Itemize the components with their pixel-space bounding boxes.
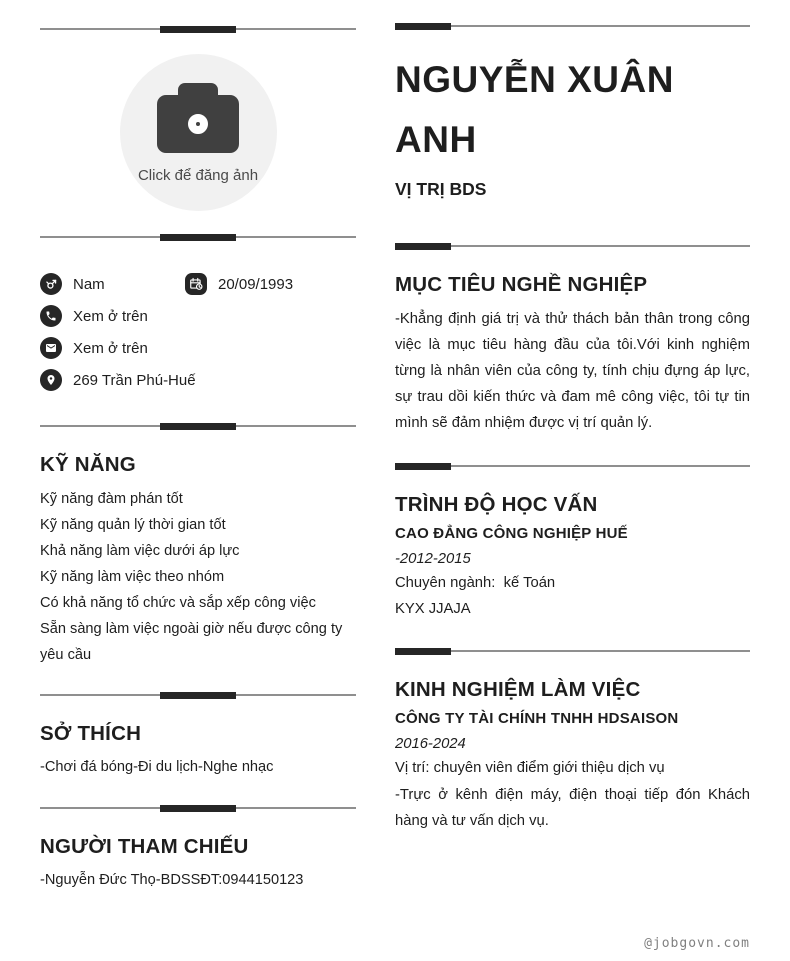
- objective-section: [395, 273, 750, 436]
- address-field: [40, 369, 356, 391]
- references-section: [40, 835, 356, 893]
- gender-icon: [40, 273, 62, 295]
- education-section: [395, 493, 750, 622]
- objective-title: MỤC TIÊU NGHỀ NGHIỆP: [395, 273, 648, 296]
- phone-icon: [40, 305, 62, 327]
- experience-period: 2016-2024: [395, 736, 466, 752]
- skill-item: Có khả năng tổ chức và sắp xếp công việc: [40, 595, 316, 611]
- skills-section: [40, 453, 356, 668]
- info-row: [40, 273, 356, 295]
- experience-desc: -Trực ở kênh điện máy, điện thoại tiếp đón Khách hàng và tư vấn dịch vụ.: [395, 786, 750, 829]
- skills-title: KỸ NĂNG: [40, 453, 136, 476]
- section-divider: [40, 422, 356, 430]
- location-icon: [40, 369, 62, 391]
- email-field: [40, 337, 356, 359]
- skill-item: Khả năng làm việc dưới áp lực: [40, 543, 240, 559]
- section-divider: [395, 647, 750, 655]
- hobbies-section: [40, 722, 356, 780]
- section-divider: [40, 691, 356, 699]
- experience-role: Vị trí: chuyên viên điểm giới thiệu dịch vụ: [395, 760, 665, 776]
- site-watermark: @jobgovn.com: [644, 936, 750, 951]
- phone-value: Xem ở trên: [73, 307, 148, 325]
- candidate-name: NGUYỄN XUÂN ANH: [395, 59, 674, 160]
- skill-item: Kỹ năng đàm phán tốt: [40, 491, 183, 507]
- email-value: Xem ở trên: [73, 339, 148, 357]
- left-column: [40, 12, 356, 961]
- email-icon: [40, 337, 62, 359]
- contact-info: [40, 273, 356, 391]
- education-school: CAO ĐẲNG CÔNG NGHIỆP HUẾ: [395, 525, 628, 542]
- photo-upload-label: Click để đăng ảnh: [137, 167, 259, 184]
- section-divider: [395, 242, 750, 250]
- experience-company: CÔNG TY TÀI CHÍNH TNHH HDSAISON: [395, 710, 679, 727]
- skill-item: Kỹ năng quản lý thời gian tốt: [40, 517, 226, 533]
- section-divider: [395, 462, 750, 470]
- section-divider: [40, 25, 356, 33]
- phone-field: [40, 305, 356, 327]
- experience-title: KINH NGHIỆM LÀM VIỆC: [395, 678, 641, 701]
- calendar-icon: [185, 273, 207, 295]
- dob-field: [185, 273, 293, 295]
- education-note: KYX JJAJA: [395, 600, 471, 617]
- references-title: NGƯỜI THAM CHIẾU: [40, 835, 249, 858]
- education-title: TRÌNH ĐỘ HỌC VẤN: [395, 493, 598, 516]
- skill-item: Sẵn sàng làm việc ngoài giờ nếu được công ty yêu cầu: [40, 621, 343, 663]
- gender-value: Nam: [73, 275, 105, 293]
- skills-list: [40, 486, 356, 668]
- hobbies-title: SỞ THÍCH: [40, 722, 142, 745]
- section-divider: [40, 804, 356, 812]
- hobbies-text: -Chơi đá bóng-Đi du lịch-Nghe nhạc: [40, 759, 274, 775]
- education-major: Chuyên ngành: kế Toán: [395, 575, 556, 591]
- dob-value: 20/09/1993: [218, 275, 294, 293]
- photo-upload-button[interactable]: [120, 54, 277, 211]
- education-period: -2012-2015: [395, 551, 471, 567]
- address-value: 269 Trần Phú-Huế: [73, 371, 196, 389]
- skill-item: Kỹ năng làm việc theo nhóm: [40, 569, 225, 585]
- section-divider: [395, 22, 750, 30]
- candidate-position: VỊ TRỊ BDS: [395, 179, 487, 199]
- references-text: -Nguyễn Đức Thọ-BDSSĐT:0944150123: [40, 872, 304, 888]
- right-column: [395, 12, 750, 961]
- experience-section: [395, 678, 750, 834]
- camera-icon: [157, 95, 239, 153]
- photo-upload-area: [40, 54, 356, 211]
- objective-text: -Khẳng định giá trị và thử thách bản thân trong công việc là mục tiêu hàng đầu của tôi.Với kinh nghiệm từng là nhân viên của công ty, tính chịu đựng áp lực, sự trau dồi kiến thức và đam mê công việc, tôi tự tin mình sẽ đảm nhiệm được vị trí quản lý.: [395, 311, 750, 431]
- gender-field: [40, 273, 185, 295]
- section-divider: [40, 233, 356, 241]
